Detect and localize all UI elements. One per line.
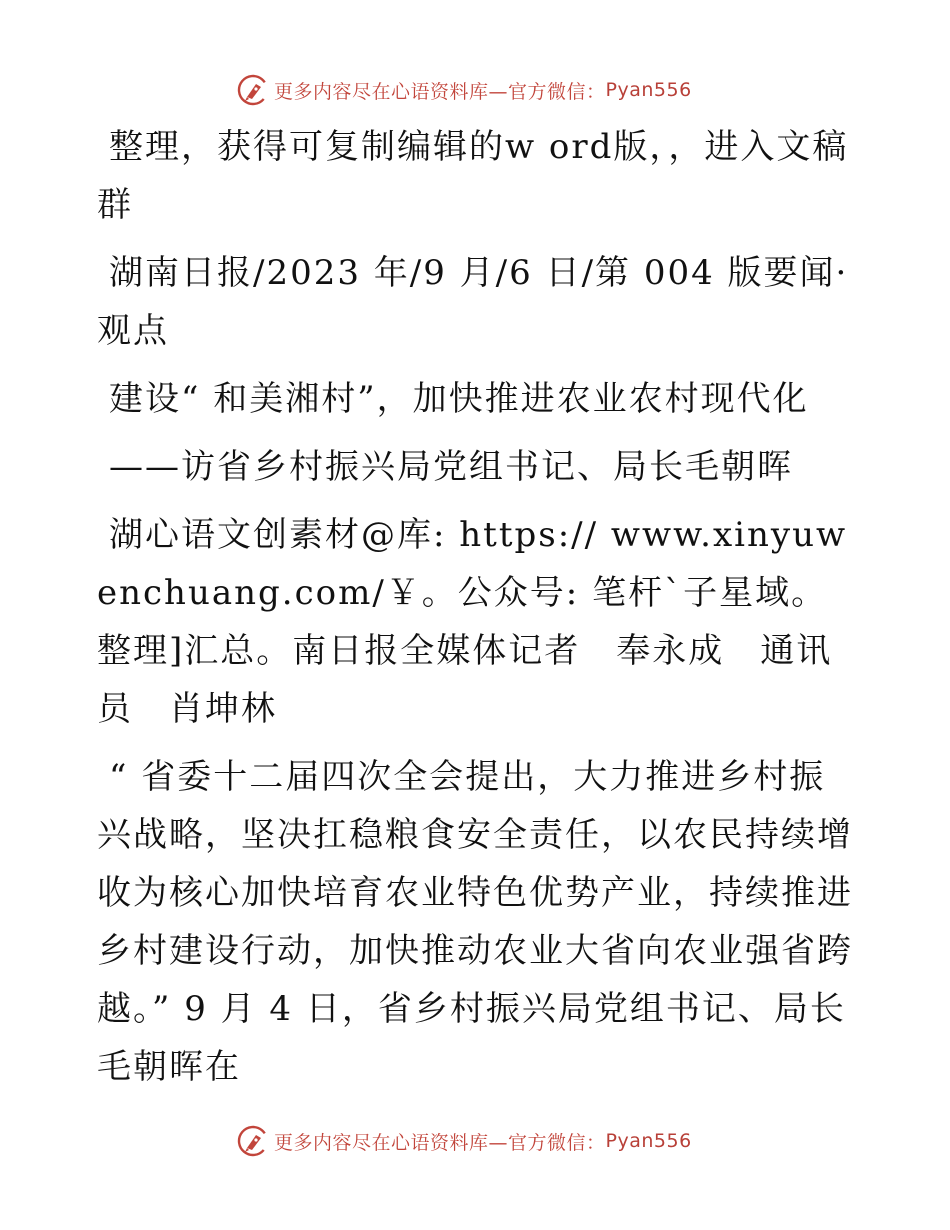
pen-nib-circle-icon [236, 73, 270, 107]
article-title: 建设“ 和美湘村”，加快推进农业农村现代化 [109, 379, 809, 419]
watermark-account: Pyan556 [605, 1130, 692, 1152]
document-body [97, 118, 853, 1106]
pen-nib-circle-icon [236, 1124, 270, 1158]
byline-paragraph: 湖心语文创素材@库: https:// www.xinyuwenchuang.com/￥。公众号: 笔杆`子星域。整理]汇总。南日报全媒体记者 奉永成 通讯员 肖坤林 [97, 515, 848, 729]
footer-watermark [236, 1123, 692, 1159]
watermark-text: 更多内容尽在心语资料库 [274, 1131, 489, 1154]
publication-line: 湖南日报/2023 年/9 月/6 日/第 004 版要闻·观点 [97, 253, 849, 351]
body-paragraph: “ 省委十二届四次全会提出，大力推进乡村振兴战略，坚决扛稳粮食安全责任，以农民持续增收为核心加快培育农业特色优势产业，持续推进乡村建设行动，加快推动农业大省向农业强省跨越。” 9 月 4 日，省乡村振兴局党组书记、局长毛朝晖在 [97, 757, 853, 1087]
watermark-text: 更多内容尽在心语资料库 [274, 80, 489, 103]
intro-note: 整理，获得可复制编辑的w ord版，，进入文稿群 [97, 127, 849, 225]
watermark-account: Pyan556 [605, 79, 692, 101]
header-watermark [236, 72, 692, 108]
watermark-separator: —官方微信： [488, 80, 606, 103]
watermark-separator: —官方微信： [488, 1131, 606, 1154]
article-subtitle: ——访省乡村振兴局党组书记、局长毛朝晖 [109, 447, 793, 487]
